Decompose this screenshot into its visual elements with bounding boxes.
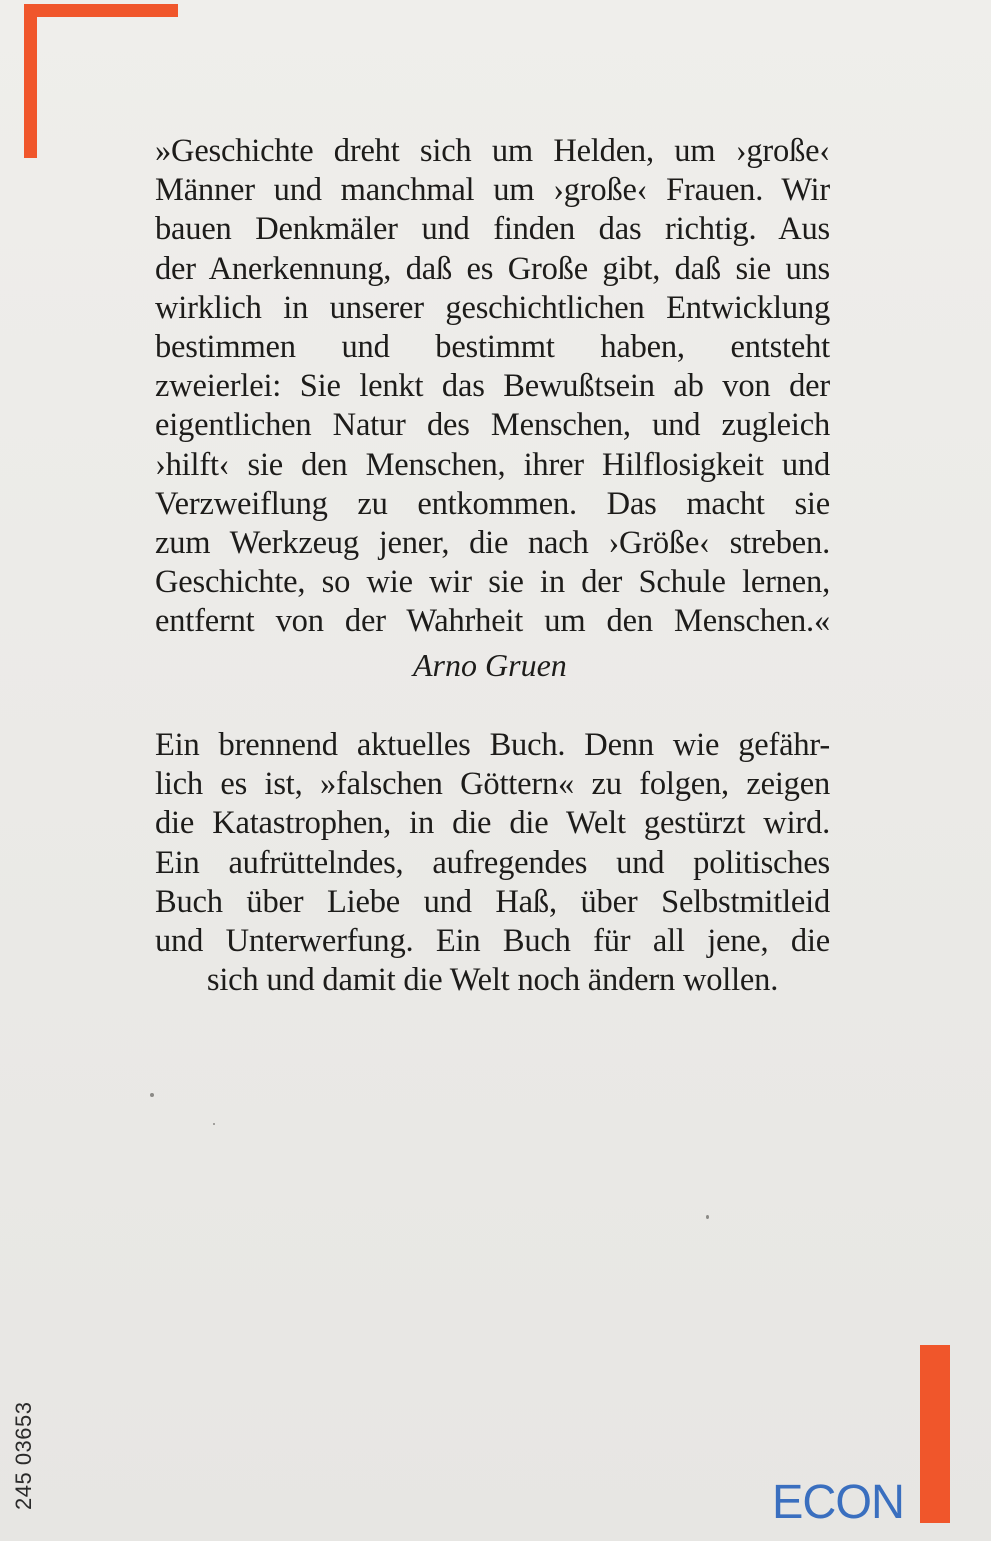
description-line: Ein brennend aktuelles Buch. Denn wie gefähr- <box>155 727 830 763</box>
quote-line: Verzweiflung zu entkommen. Das macht sie <box>155 485 830 522</box>
description-block <box>155 726 830 1000</box>
quote-line: Männer und manchmal um ›große‹ Frauen. Wir <box>155 172 830 209</box>
quote-line: bestimmen und bestimmt haben, entsteht <box>155 328 830 365</box>
quote-line: entfernt von der Wahrheit um den Menschen.« <box>155 603 830 640</box>
accent-bar <box>920 1345 950 1523</box>
description-line: lich es ist, »falschen Göttern« zu folgen, zeigen <box>155 766 830 803</box>
quote-line: »Geschichte dreht sich um Helden, um ›große‹ <box>155 133 830 169</box>
description-line: sich und damit die Welt noch ändern wollen. <box>206 962 779 999</box>
quote-line: zum Werkzeug jener, die nach ›Größe‹ streben. <box>155 524 830 561</box>
paper-speck <box>150 1093 154 1097</box>
quote-line: bauen Denkmäler und finden das richtig. Aus <box>155 211 830 248</box>
publisher-logo: ECON <box>772 1476 904 1529</box>
quote-line: der Anerkennung, daß es Große gibt, daß sie uns <box>155 250 830 287</box>
quote-line: eigentlichen Natur des Menschen, und zugleich <box>155 407 830 444</box>
paper-speck <box>706 1215 709 1219</box>
quote-line: wirklich in unserer geschichtlichen Entwicklung <box>155 289 830 326</box>
quote-line: ›hilft‹ sie den Menschen, ihrer Hilflosigkeit und <box>155 446 830 483</box>
description-line: Buch über Liebe und Haß, über Selbstmitleid <box>155 883 830 920</box>
description-line: und Unterwerfung. Ein Buch für all jene, die <box>155 922 830 959</box>
quote-line: zweierlei: Sie lenkt das Bewußtsein ab von der <box>155 368 830 405</box>
corner-mark-vertical <box>24 4 37 158</box>
isbn-number: 245 03653 <box>11 1401 36 1510</box>
quote-block <box>155 132 830 641</box>
paper-speck <box>213 1123 215 1125</box>
description-line: die Katastrophen, in die die Welt gestürzt wird. <box>155 805 830 842</box>
corner-mark-horizontal <box>24 4 178 17</box>
quote-line: Geschichte, so wie wir sie in der Schule lernen, <box>155 564 830 601</box>
quote-author: Arno Gruen <box>413 647 567 683</box>
description-line: Ein aufrüttelndes, aufregendes und politisches <box>155 844 830 881</box>
